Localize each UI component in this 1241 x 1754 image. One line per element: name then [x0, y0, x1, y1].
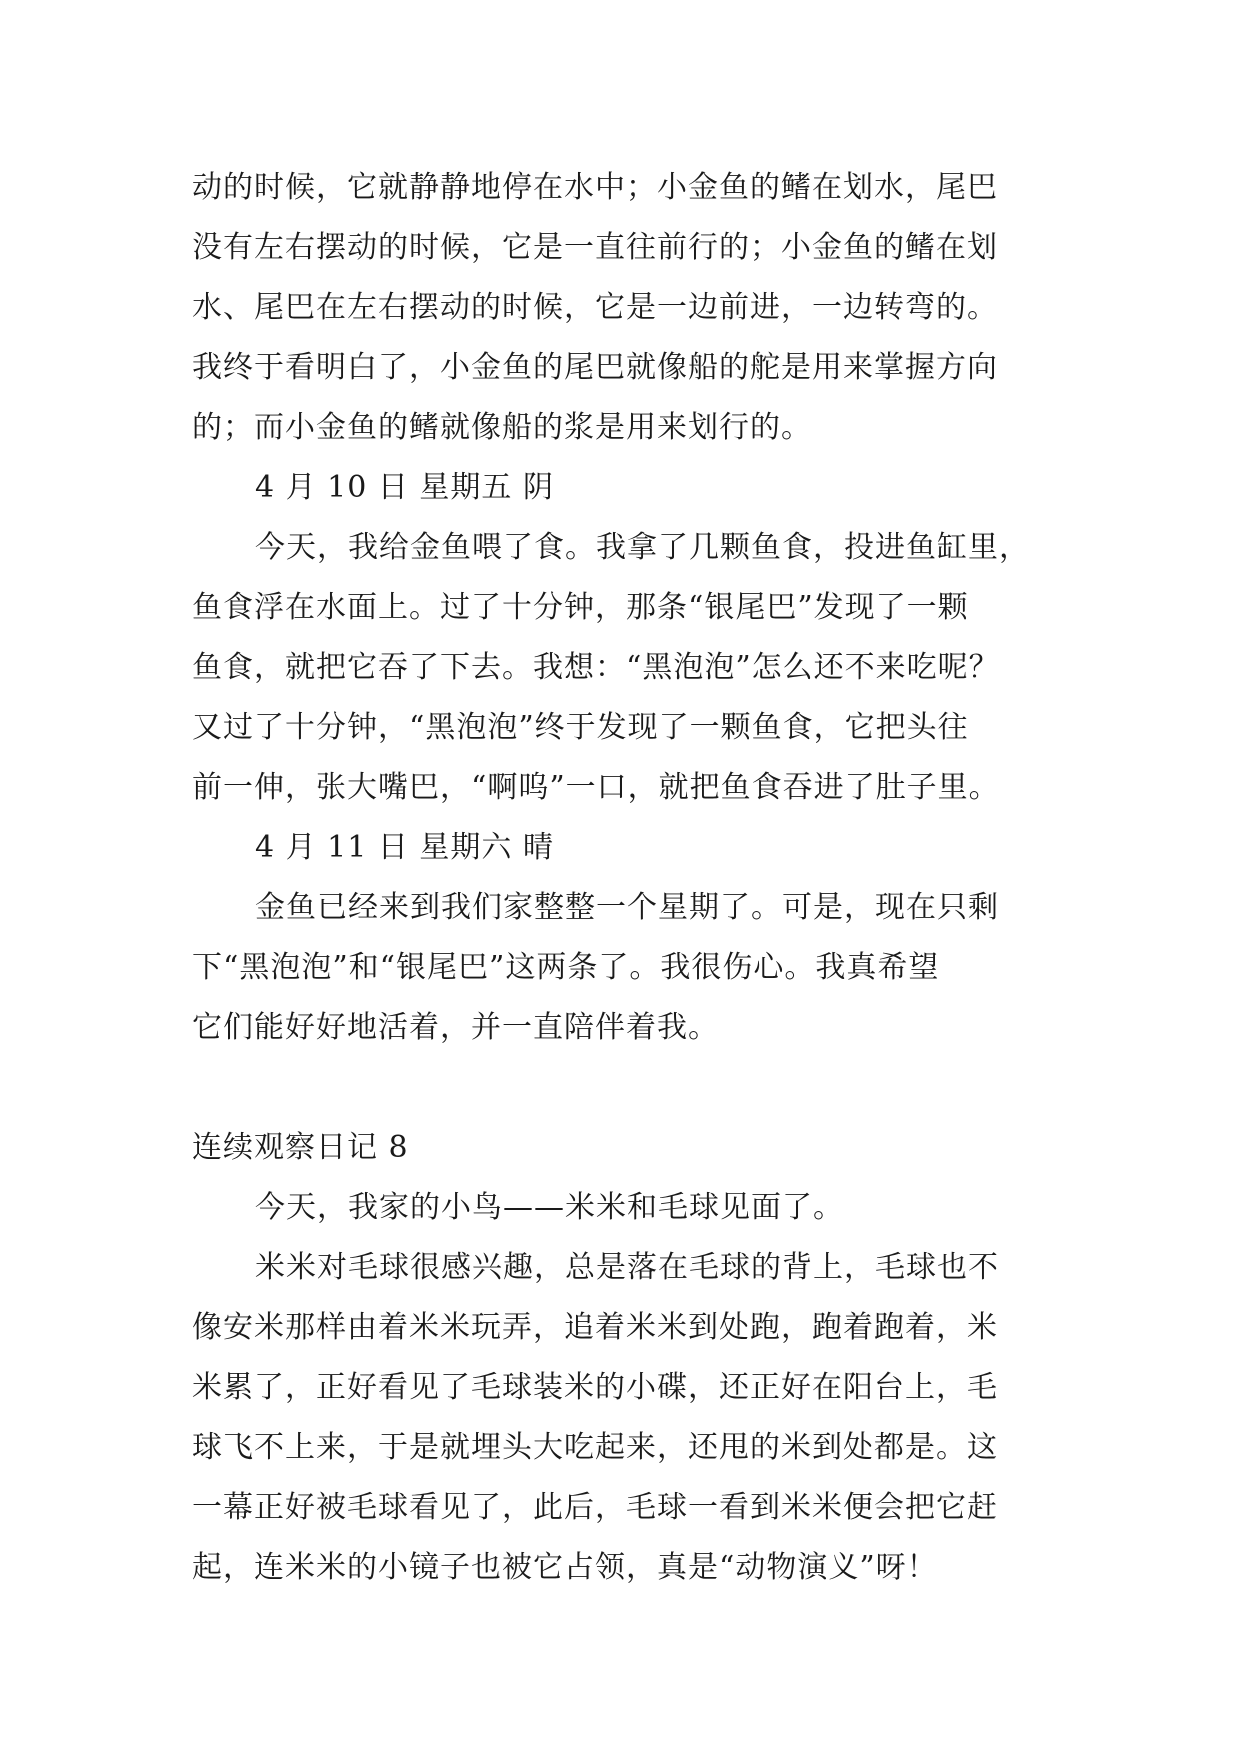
- paragraph-line: 一幕正好被毛球看见了，此后，毛球一看到米米便会把它赶: [192, 1490, 998, 1525]
- diary-date-heading: 4 月 11 日 星期六 晴: [255, 830, 554, 865]
- paragraph-line: 像安米那样由着米米玩弄，追着米米到处跑，跑着跑着，米: [192, 1310, 998, 1345]
- paragraph-line: 球飞不上来，于是就埋头大吃起来，还甩的米到处都是。这: [192, 1430, 998, 1465]
- paragraph-line: 金鱼已经来到我们家整整一个星期了。可是，现在只剩: [255, 890, 999, 925]
- paragraph-line: 没有左右摆动的时候，它是一直往前行的；小金鱼的鳍在划: [192, 230, 998, 265]
- paragraph-line: 起，连米米的小镜子也被它占领，真是“动物演义”呀！: [192, 1550, 938, 1585]
- paragraph-line: 前一伸，张大嘴巴，“啊呜”一口，就把鱼食吞进了肚子里。: [192, 770, 1000, 805]
- section-title: 连续观察日记 8: [192, 1130, 409, 1165]
- paragraph-line: 的；而小金鱼的鳍就像船的浆是用来划行的。: [192, 410, 812, 445]
- paragraph-line: 下“黑泡泡”和“银尾巴”这两条了。我很伤心。我真希望: [192, 950, 940, 985]
- paragraph-line: 鱼食，就把它吞了下去。我想：“黑泡泡”怎么还不来吃呢？: [192, 650, 1000, 685]
- paragraph-line: 我终于看明白了，小金鱼的尾巴就像船的舵是用来掌握方向: [192, 350, 998, 385]
- paragraph-line: 米米对毛球很感兴趣，总是落在毛球的背上，毛球也不: [255, 1250, 999, 1285]
- document-body: [192, 158, 1072, 1598]
- paragraph-line: 它们能好好地活着，并一直陪伴着我。: [192, 1010, 719, 1045]
- paragraph-line: 今天，我给金鱼喂了食。我拿了几颗鱼食，投进鱼缸里，: [255, 530, 1030, 565]
- paragraph-line: 又过了十分钟，“黑泡泡”终于发现了一颗鱼食，它把头往: [192, 710, 969, 745]
- paragraph-line: 今天，我家的小鸟——米米和毛球见面了。: [255, 1190, 844, 1225]
- paragraph-line: 动的时候，它就静静地停在水中；小金鱼的鳍在划水，尾巴: [192, 170, 998, 205]
- section-gap: [192, 1058, 1072, 1118]
- paragraph-line: 鱼食浮在水面上。过了十分钟，那条“银尾巴”发现了一颗: [192, 590, 969, 625]
- paragraph-line: 水、尾巴在左右摆动的时候，它是一边前进，一边转弯的。: [192, 290, 998, 325]
- paragraph-line: 米累了，正好看见了毛球装米的小碟，还正好在阳台上，毛: [192, 1370, 998, 1405]
- diary-date-heading: 4 月 10 日 星期五 阴: [255, 470, 554, 505]
